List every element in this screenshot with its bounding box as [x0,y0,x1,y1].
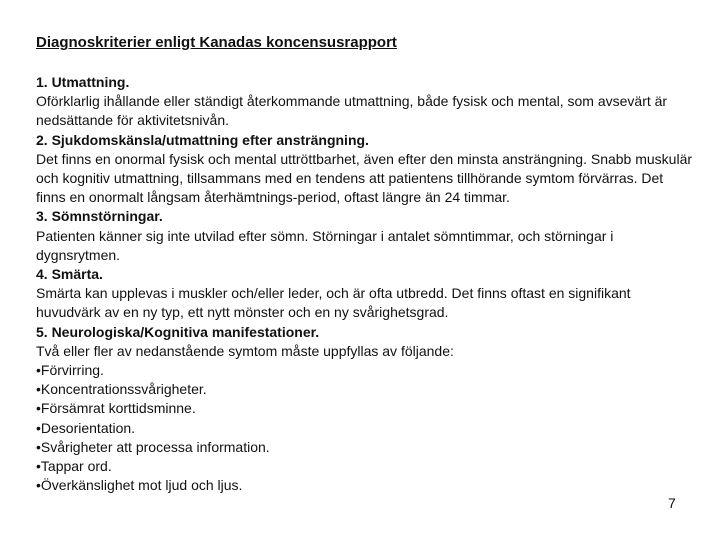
bullet-item: •Överkänslighet mot ljud och ljus. [36,477,243,494]
criterion-heading: 4. Smärta. [36,266,103,283]
criterion-sleep-disturbance [36,207,696,265]
criterion-fatigue [36,73,696,131]
criterion-pain [36,265,696,323]
criterion-text: Smärta kan upplevas i muskler och/eller leder, och är ofta utbredd. Det finns oftast en signifikant huvudvärk av en ny typ, ett nytt mönster och en ny svårighetsgrad. [36,285,631,321]
criterion-neurological-cognitive [36,323,696,496]
bullet-item: •Desorientation. [36,419,136,436]
page-number: 7 [668,495,676,511]
criterion-text: Patienten känner sig inte utvilad efter sömn. Störningar i antalet sömntimmar, och störningar i dygnsrytmen. [36,227,614,263]
criterion-heading: 5. Neurologiska/Kognitiva manifestationer. [36,323,320,340]
criterion-heading: 3. Sömnstörningar. [36,208,163,225]
bullet-item: •Svårigheter att processa information. [36,438,270,455]
slide-content [36,34,696,495]
bullet-item: •Koncentrationssvårigheter. [36,381,207,398]
criterion-heading: 2. Sjukdomskänsla/utmattning efter ansträngning. [36,131,369,148]
bullet-item: •Tappar ord. [36,458,112,475]
criterion-text: Det finns en onormal fysisk och mental uttröttbarhet, även efter den minsta ansträngning. Snabb muskulär och kognitiv utmattning, tillsammans med en tendens att patientens tillhörande symtom förvärras. Det finns en onormalt långsam återhämtnings-period, oftast längre än 24 timmar. [36,150,693,206]
criterion-text: Oförklarlig ihållande eller ständigt återkommande utmattning, både fysisk och mental, som avsevärt är nedsättande för aktivitetsnivån. [36,93,668,129]
criterion-heading: 1. Utmattning. [36,74,130,90]
criterion-post-exertional-malaise [36,131,696,208]
criterion-text: Två eller fler av nedanstående symtom måste uppfyllas av följande: [36,342,454,359]
page-title: Diagnoskriterier enligt Kanadas koncensusrapport [36,34,397,51]
criteria-list [36,73,696,495]
bullet-item: •Förvirring. [36,362,104,379]
bullet-item: •Försämrat korttidsminne. [36,400,196,417]
